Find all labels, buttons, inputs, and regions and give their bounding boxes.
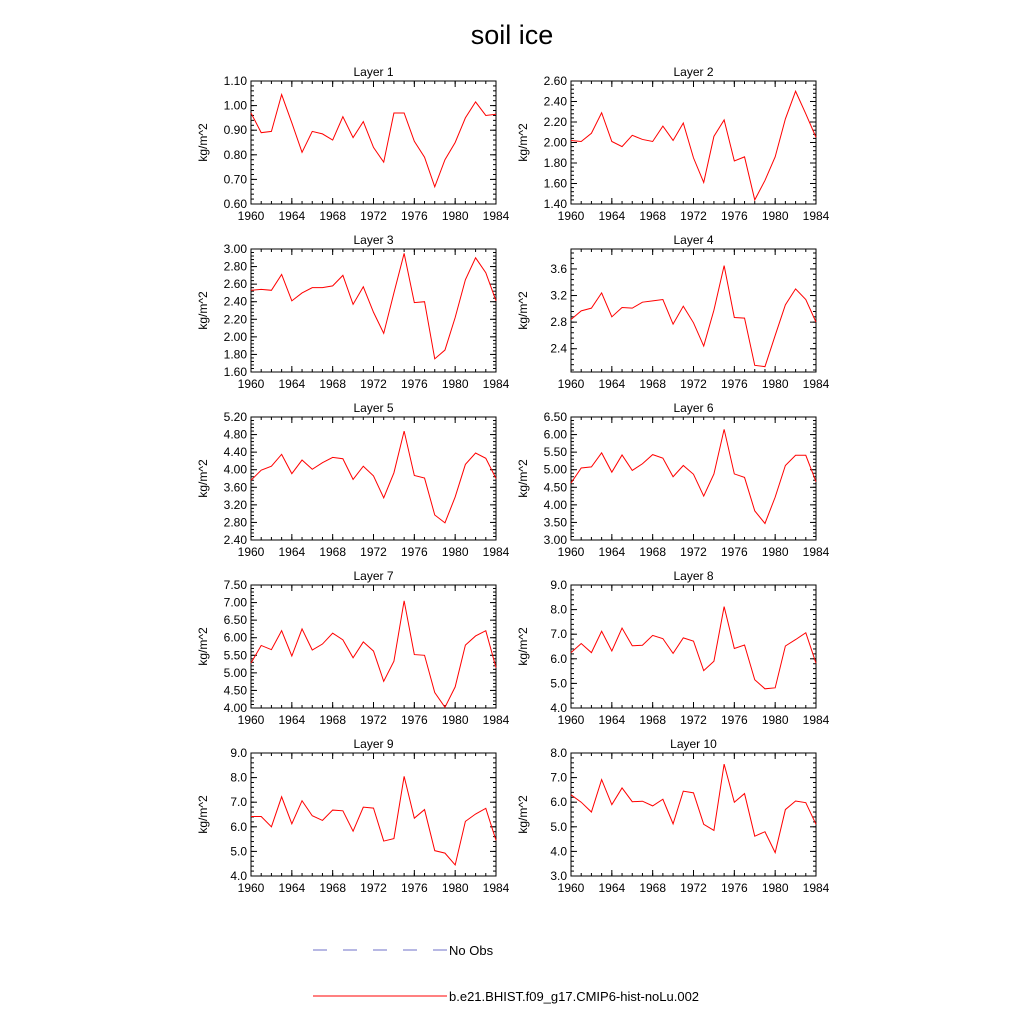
- chart-panels: [196, 65, 830, 895]
- y-tick-label: 1.80: [223, 347, 247, 362]
- x-tick-label: 1984: [802, 209, 830, 223]
- x-tick-label: 1984: [802, 545, 830, 559]
- x-tick-label: 1980: [761, 881, 789, 895]
- y-tick-label: 2.40: [543, 94, 567, 109]
- x-tick-label: 1968: [639, 377, 667, 391]
- x-tick-label: 1984: [482, 881, 510, 895]
- y-tick-label: 7.0: [550, 627, 567, 642]
- x-tick-label: 1976: [400, 713, 428, 727]
- y-tick-label: 4.80: [223, 427, 247, 442]
- chart-panel-layer-8: [516, 569, 830, 727]
- x-tick-label: 1980: [761, 377, 789, 391]
- y-tick-label: 5.0: [550, 676, 567, 691]
- y-tick-label: 1.40: [543, 197, 567, 211]
- y-tick-label: 6.0: [550, 795, 567, 810]
- x-tick-label: 1984: [482, 209, 510, 223]
- x-tick-label: 1960: [557, 881, 585, 895]
- y-axis-label: kg/m^2: [516, 291, 530, 330]
- series-line: [571, 764, 816, 853]
- x-tick-label: 1968: [319, 881, 347, 895]
- x-tick-label: 1960: [557, 545, 585, 559]
- plot-frame: [251, 249, 496, 372]
- y-tick-label: 5.50: [543, 445, 567, 460]
- x-tick-label: 1968: [319, 377, 347, 391]
- y-tick-label: 2.60: [543, 74, 567, 88]
- y-tick-label: 4.0: [550, 844, 567, 859]
- y-axis-label: kg/m^2: [196, 795, 210, 834]
- x-tick-label: 1976: [720, 377, 748, 391]
- x-tick-label: 1980: [441, 377, 469, 391]
- y-tick-label: 1.60: [223, 365, 247, 379]
- y-axis-label: kg/m^2: [196, 291, 210, 330]
- plot-frame: [251, 81, 496, 204]
- y-axis-label: kg/m^2: [196, 123, 210, 162]
- y-tick-label: 3.2: [550, 288, 567, 303]
- chart-panel-layer-6: [516, 401, 830, 559]
- y-tick-label: 1.10: [223, 74, 247, 88]
- x-tick-label: 1976: [720, 713, 748, 727]
- x-tick-label: 1964: [278, 377, 306, 391]
- y-tick-label: 9.0: [550, 578, 567, 592]
- panel-title: Layer 4: [673, 233, 714, 247]
- x-tick-label: 1964: [598, 713, 626, 727]
- y-tick-label: 3.00: [543, 533, 567, 547]
- chart-panel-layer-10: [516, 737, 830, 895]
- figure-title: soil ice: [470, 20, 554, 50]
- y-tick-label: 3.0: [550, 869, 567, 883]
- y-tick-label: 2.60: [223, 277, 247, 292]
- panel-title: Layer 10: [670, 737, 717, 751]
- chart-panel-layer-1: [196, 65, 510, 223]
- x-tick-label: 1972: [360, 209, 387, 223]
- y-axis-label: kg/m^2: [516, 795, 530, 834]
- x-tick-label: 1964: [598, 209, 626, 223]
- series-line: [571, 607, 816, 689]
- y-tick-label: 3.00: [223, 242, 247, 256]
- y-tick-label: 0.70: [223, 172, 247, 187]
- x-tick-label: 1980: [761, 545, 789, 559]
- x-tick-label: 1976: [400, 209, 428, 223]
- x-tick-label: 1980: [441, 881, 469, 895]
- plot-frame: [251, 753, 496, 876]
- y-axis-label: kg/m^2: [516, 627, 530, 666]
- panel-title: Layer 7: [353, 569, 394, 583]
- y-tick-label: 4.00: [223, 462, 247, 477]
- y-tick-label: 5.00: [543, 462, 567, 477]
- x-tick-label: 1968: [639, 881, 667, 895]
- series-line: [251, 601, 496, 707]
- x-tick-label: 1960: [237, 377, 265, 391]
- y-tick-label: 2.00: [223, 329, 247, 344]
- y-tick-label: 6.50: [223, 613, 247, 628]
- x-tick-label: 1984: [482, 713, 510, 727]
- x-tick-label: 1976: [400, 377, 428, 391]
- y-tick-label: 4.40: [223, 445, 247, 460]
- x-tick-label: 1960: [557, 377, 585, 391]
- x-tick-label: 1968: [639, 545, 667, 559]
- y-tick-label: 4.00: [223, 701, 247, 715]
- x-tick-label: 1964: [598, 377, 626, 391]
- x-tick-label: 1980: [441, 209, 469, 223]
- plot-frame: [251, 417, 496, 540]
- y-tick-label: 5.50: [223, 648, 247, 663]
- x-tick-label: 1960: [237, 545, 265, 559]
- y-tick-label: 1.80: [543, 156, 567, 170]
- x-tick-label: 1960: [237, 713, 265, 727]
- y-tick-label: 0.80: [223, 147, 247, 162]
- y-tick-label: 2.4: [550, 341, 567, 356]
- panel-title: Layer 5: [353, 401, 394, 415]
- x-tick-label: 1964: [598, 881, 626, 895]
- y-tick-label: 1.60: [543, 176, 567, 191]
- y-tick-label: 7.00: [223, 595, 247, 610]
- y-tick-label: 6.0: [550, 651, 567, 666]
- x-tick-label: 1960: [557, 209, 585, 223]
- y-tick-label: 7.0: [230, 795, 247, 810]
- x-tick-label: 1980: [761, 713, 789, 727]
- y-tick-label: 5.20: [223, 410, 247, 424]
- x-tick-label: 1976: [720, 881, 748, 895]
- plot-frame: [571, 753, 816, 876]
- y-tick-label: 7.0: [550, 770, 567, 785]
- y-tick-label: 5.0: [550, 819, 567, 834]
- x-tick-label: 1968: [639, 713, 667, 727]
- y-tick-label: 2.00: [543, 135, 567, 150]
- chart-panel-layer-4: [516, 233, 830, 391]
- y-tick-label: 4.50: [543, 480, 567, 495]
- y-tick-label: 2.40: [223, 294, 247, 309]
- x-tick-label: 1964: [278, 209, 306, 223]
- y-tick-label: 2.20: [223, 312, 247, 327]
- x-tick-label: 1980: [761, 209, 789, 223]
- x-tick-label: 1968: [319, 713, 347, 727]
- x-tick-label: 1960: [237, 209, 265, 223]
- y-tick-label: 7.50: [223, 578, 247, 592]
- series-line: [251, 776, 496, 865]
- y-axis-label: kg/m^2: [516, 123, 530, 162]
- y-tick-label: 3.20: [223, 497, 247, 512]
- y-axis-label: kg/m^2: [516, 459, 530, 498]
- series-line: [571, 91, 816, 200]
- y-tick-label: 3.6: [550, 261, 567, 276]
- x-tick-label: 1972: [360, 881, 387, 895]
- y-tick-label: 2.20: [543, 115, 567, 129]
- legend: [313, 943, 699, 1004]
- x-tick-label: 1960: [237, 881, 265, 895]
- y-tick-label: 0.60: [223, 197, 247, 211]
- y-tick-label: 8.0: [230, 770, 247, 785]
- y-tick-label: 0.90: [223, 123, 247, 138]
- x-tick-label: 1972: [360, 377, 387, 391]
- x-tick-label: 1984: [802, 713, 830, 727]
- series-line: [251, 431, 496, 523]
- y-tick-label: 8.0: [550, 602, 567, 617]
- chart-panel-layer-5: [196, 401, 510, 559]
- x-tick-label: 1964: [278, 713, 306, 727]
- x-tick-label: 1972: [360, 545, 387, 559]
- x-tick-label: 1976: [720, 209, 748, 223]
- panel-title: Layer 6: [673, 401, 714, 415]
- y-tick-label: 6.00: [223, 630, 247, 645]
- panel-title: Layer 9: [353, 737, 394, 751]
- x-tick-label: 1964: [278, 545, 306, 559]
- y-tick-label: 3.50: [543, 515, 567, 530]
- x-tick-label: 1984: [482, 545, 510, 559]
- y-tick-label: 4.0: [230, 869, 247, 883]
- plot-frame: [571, 249, 816, 372]
- x-tick-label: 1980: [441, 713, 469, 727]
- series-line: [251, 253, 496, 358]
- legend-no-obs-label: No Obs: [449, 943, 494, 958]
- y-tick-label: 2.40: [223, 533, 247, 547]
- series-line: [571, 429, 816, 523]
- x-tick-label: 1972: [680, 545, 707, 559]
- x-tick-label: 1976: [400, 881, 428, 895]
- chart-panel-layer-9: [196, 737, 510, 895]
- y-axis-label: kg/m^2: [196, 627, 210, 666]
- x-tick-label: 1972: [680, 881, 707, 895]
- plot-frame: [571, 417, 816, 540]
- x-tick-label: 1984: [802, 881, 830, 895]
- chart-panel-layer-7: [196, 569, 510, 727]
- y-axis-label: kg/m^2: [196, 459, 210, 498]
- x-tick-label: 1984: [482, 377, 510, 391]
- y-tick-label: 2.80: [223, 515, 247, 530]
- x-tick-label: 1964: [598, 545, 626, 559]
- chart-panel-layer-3: [196, 233, 510, 391]
- y-tick-label: 2.80: [223, 259, 247, 274]
- plot-frame: [571, 585, 816, 708]
- x-tick-label: 1980: [441, 545, 469, 559]
- x-tick-label: 1976: [400, 545, 428, 559]
- y-tick-label: 5.0: [230, 844, 247, 859]
- x-tick-label: 1972: [360, 713, 387, 727]
- legend-model-label: b.e21.BHIST.f09_g17.CMIP6-hist-noLu.002: [449, 989, 700, 1004]
- panel-title: Layer 1: [353, 65, 394, 79]
- panel-title: Layer 2: [673, 65, 714, 79]
- chart-panel-layer-2: [516, 65, 830, 223]
- y-tick-label: 8.0: [550, 746, 567, 760]
- y-tick-label: 9.0: [230, 746, 247, 760]
- x-tick-label: 1976: [720, 545, 748, 559]
- x-tick-label: 1964: [278, 881, 306, 895]
- y-tick-label: 4.50: [223, 683, 247, 698]
- y-tick-label: 6.0: [230, 819, 247, 834]
- panel-title: Layer 8: [673, 569, 714, 583]
- series-line: [251, 95, 496, 187]
- x-tick-label: 1968: [319, 545, 347, 559]
- x-tick-label: 1960: [557, 713, 585, 727]
- x-tick-label: 1972: [680, 209, 707, 223]
- x-tick-label: 1972: [680, 377, 707, 391]
- x-tick-label: 1968: [639, 209, 667, 223]
- y-tick-label: 4.00: [543, 497, 567, 512]
- y-tick-label: 5.00: [223, 665, 247, 680]
- y-tick-label: 6.50: [543, 410, 567, 424]
- x-tick-label: 1984: [802, 377, 830, 391]
- y-tick-label: 3.60: [223, 480, 247, 495]
- panel-title: Layer 3: [353, 233, 394, 247]
- y-tick-label: 1.00: [223, 98, 247, 113]
- series-line: [571, 266, 816, 367]
- x-tick-label: 1972: [680, 713, 707, 727]
- y-tick-label: 6.00: [543, 427, 567, 442]
- y-tick-label: 2.8: [550, 315, 567, 330]
- y-tick-label: 4.0: [550, 701, 567, 715]
- x-tick-label: 1968: [319, 209, 347, 223]
